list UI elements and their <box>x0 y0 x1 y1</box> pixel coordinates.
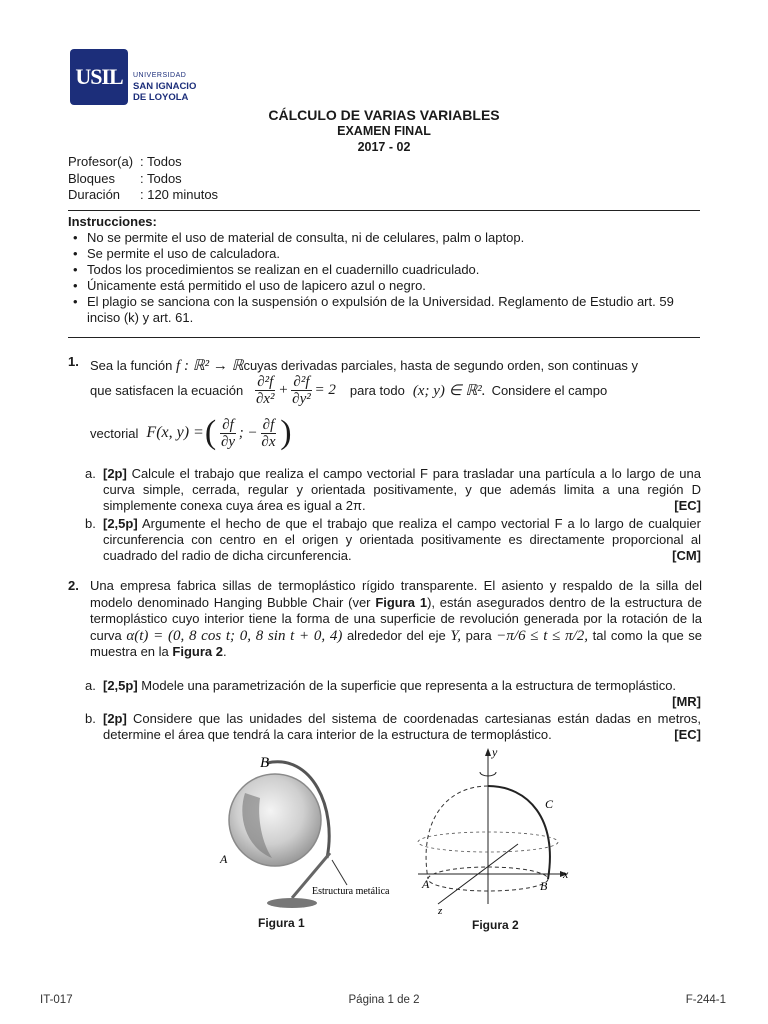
figure-1-caption: Figura 1 <box>258 916 305 930</box>
curve-c <box>488 786 550 879</box>
logo-line-3: DE LOYOLA <box>133 92 189 103</box>
point-a-label: A <box>220 852 228 866</box>
question-1-field-line: vectorial F(x, y) = ( $\frac{\partial f}{\partial y}$ ; − $\frac{\partial f}{\partial x}$ ) <box>90 414 292 451</box>
revolution-outline <box>426 786 488 879</box>
question-1-line-1: Sea la función f : ℝ² → ℝcuyas derivadas parciales, hasta de segundo orden, son continuas y <box>90 358 639 374</box>
instructions <box>68 214 704 326</box>
y-label: y <box>492 745 498 759</box>
figure-2-caption: Figura 2 <box>472 918 519 932</box>
instructions-title: Instrucciones: <box>68 214 157 229</box>
question-2b: b. [2p] Considere que las unidades del sistema de coordenadas cartesianas están dadas en metros, determine el área que tendrá la cara interior de la estructura de termoplástico. [EC] <box>85 711 701 742</box>
page-number: Página 1 de 2 <box>348 994 420 1006</box>
figure-2-diagram <box>408 744 583 919</box>
exam-meta <box>68 154 218 204</box>
question-1a: a. [2p] Calcule el trabajo que realiza el campo vectorial F para trasladar una partícula a lo largo de una curva simple, cerrada, regular y orientada positivamente, y que además limita a una región D simplemente conexa cuya área es igual a 2π. [EC] <box>85 466 701 513</box>
logo-line-1: UNIVERSIDAD <box>133 72 187 79</box>
annotation-leader <box>332 860 347 885</box>
question-2-number: 2. <box>68 578 79 593</box>
meta-row: Bloques : Todos <box>68 170 182 186</box>
logo-mark: USIL <box>75 64 123 89</box>
z-label: z <box>438 905 443 917</box>
x-label: x <box>563 867 569 881</box>
university-name <box>133 70 196 103</box>
instruction-item: • Únicamente está permitido el uso de lapicero azul o negro. <box>68 278 704 294</box>
question-2a: a. [2,5p] Modele una parametrización de la superficie que representa a la estructura de termoplástico. [MR] <box>85 678 701 709</box>
exam-period: 2017 - 02 <box>357 140 411 154</box>
exam-title: CÁLCULO DE VARIAS VARIABLES <box>268 107 500 123</box>
exam-subtitle: EXAMEN FINAL <box>337 124 431 138</box>
y-axis-arrow <box>485 748 491 756</box>
c-label: C <box>545 797 554 811</box>
question-1-number: 1. <box>68 354 79 369</box>
instruction-item: • Todos los procedimientos se realizan en el cuadernillo cuadriculado. <box>68 262 704 278</box>
instruction-item: • No se permite el uso de material de consulta, ni de celulares, palm o laptop. <box>68 230 704 246</box>
footer-code-left: IT-017 <box>40 994 73 1006</box>
divider <box>68 337 700 338</box>
b-label: B <box>540 879 548 893</box>
metal-structure-label: Estructura metálica <box>312 886 390 897</box>
question-1b: b. [2,5p] Argumente el hecho de que el trabajo que realiza el campo vectorial F a lo largo de cualquier circunferencia con centro en el origen y orientada positivamente es directamente proporcional al cuadrado del radio de dicha circunferencia. [CM] <box>85 516 701 563</box>
instruction-item: • El plagio se sanciona con la suspensión o expulsión de la Universidad. Reglamento de Estudio art. 59 inciso (k) y art. 61. <box>68 294 704 326</box>
question-1-equation-line: que satisfacen la ecuación $\frac{\text{∂²f}}{\text{∂x²}}$ + $\frac{\text{∂²f}}{\text{∂y²}}$ = 2 para todo (x; y) ∈ ℝ². Considere el campo <box>90 374 608 407</box>
divider <box>68 210 700 211</box>
a-label: A <box>422 877 430 891</box>
university-logo <box>70 49 128 105</box>
question-2-text: Una empresa fabrica sillas de termoplástico rígido transparente. El asiento y respaldo de la silla del modelo denominado Hanging Bubble Chair (ver Figura 1), están asegurados dentro de la estructura de termoplástico cuyo interior tiene la forma de una superficie de revolución generada por la rotación de la curva α(t) = (0, 8 cos t; 0, 8 sin t + 0, 4) alrededor del eje Y, para −π/6 ≤ t ≤ π/2, tal como la que se muestra en la Figura 2. <box>90 578 703 659</box>
meta-row: Duración : 120 minutos <box>68 187 219 202</box>
metal-base <box>267 898 317 908</box>
bubble-shell <box>229 774 321 866</box>
instruction-item: • Se permite el uso de calculadora. <box>68 246 704 262</box>
logo-line-2: SAN IGNACIO <box>133 81 197 92</box>
figure-1-chair <box>212 748 422 918</box>
point-b-label: B <box>260 755 270 771</box>
meta-row: Profesor(a) : Todos <box>68 154 182 169</box>
footer-code-right: F-244-1 <box>685 994 726 1006</box>
